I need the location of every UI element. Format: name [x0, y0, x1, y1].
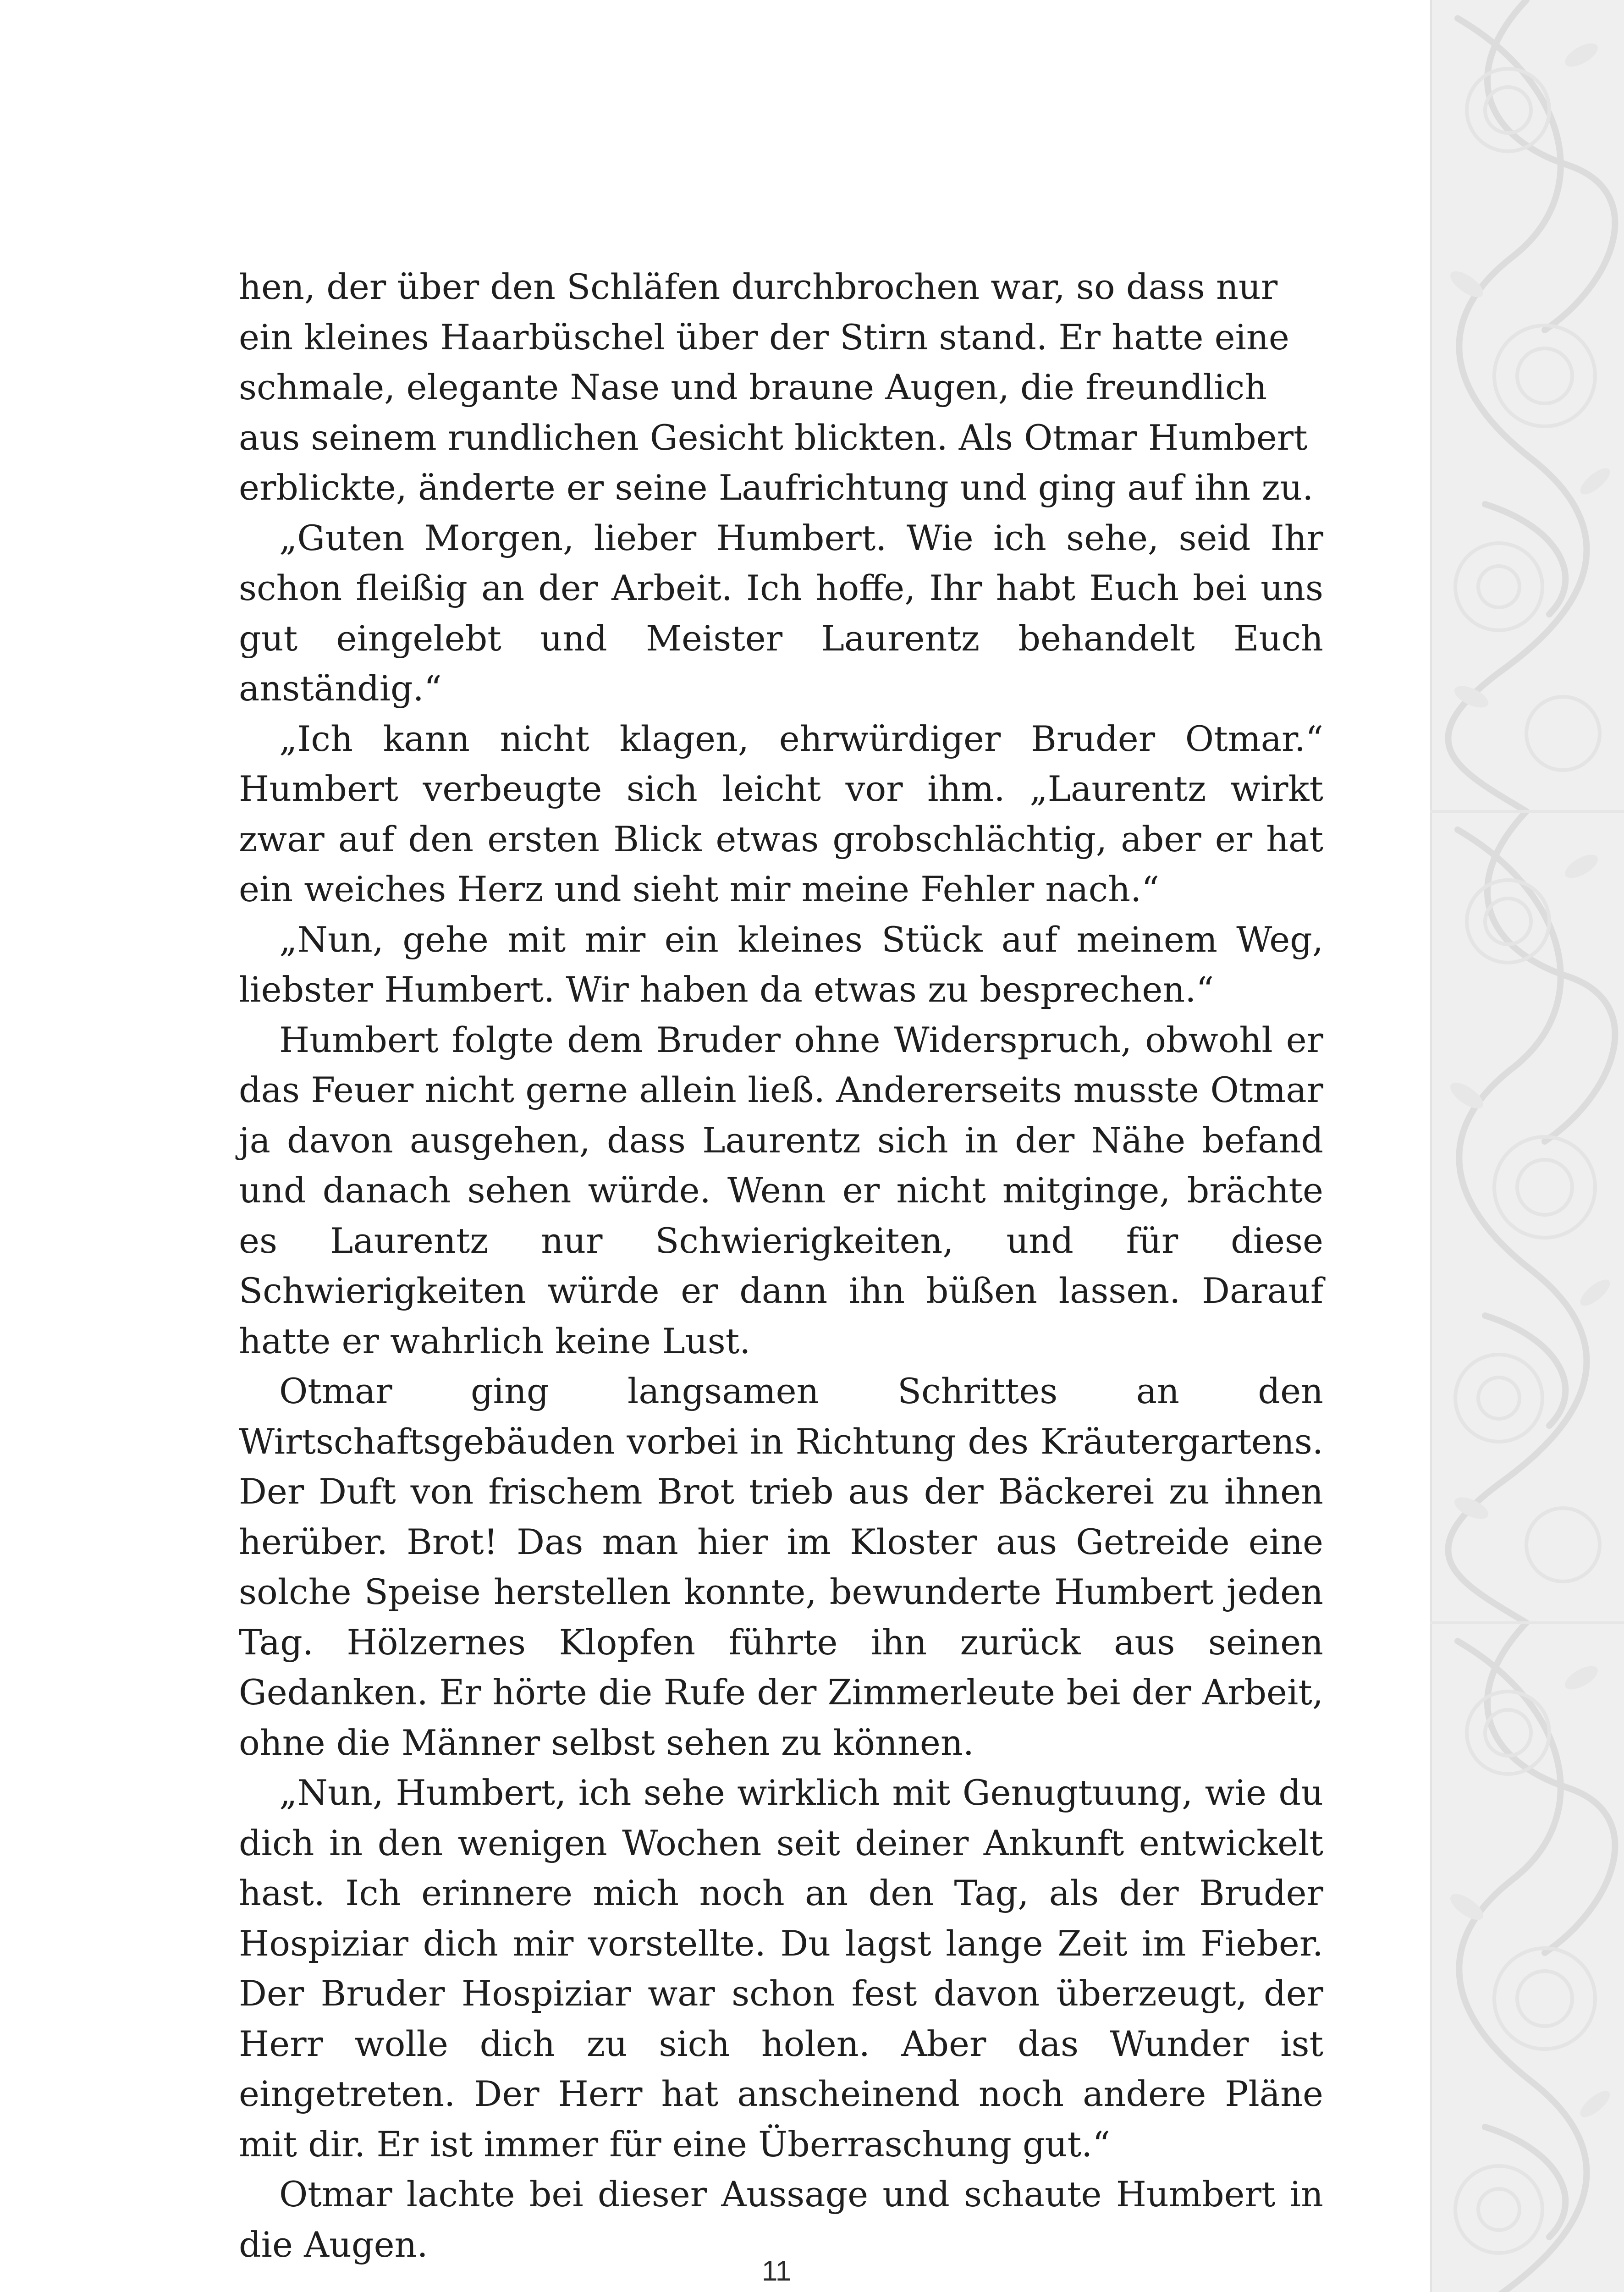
page-number: 11 — [761, 2255, 792, 2287]
paragraph: Otmar ging langsamen Schrittes an den Wirtschaftsgebäuden vorbei in Richtung des Kräutergartens. Der Duft von frischem Brot trieb aus der Bäckerei zu ihnen herüber. Brot! Das man hier im Kloster aus Getreide eine solche Speise herstellen konnte, bewunderte Humbert jeden Tag. Hölzernes Klopfen führte ihn zurück aus seinen Gedanken. Er hörte die Rufe der Zimmerleute bei der Arbeit, ohne die Männer selbst sehen zu können. — [239, 1371, 1323, 1763]
paragraph: „Nun, gehe mit mir ein kleines Stück auf meinem Weg, liebster Humbert. Wir haben da etwas zu besprechen.“ — [239, 919, 1323, 1010]
paragraph: hen, der über den Schläfen durchbrochen war, so dass nur ein kleines Haarbüschel über der Stirn stand. Er hatte eine schmale, elegante Nase und braune Augen, die freundlich aus seinem rundlichen Gesicht blickten. Als Otmar Humbert erblickte, änderte er seine Laufrichtung und ging auf ihn zu. — [239, 266, 1314, 508]
paragraph: Otmar lachte bei dieser Aussage und schaute Humbert in die Augen. — [239, 2174, 1323, 2265]
paragraph: „Guten Morgen, lieber Humbert. Wie ich sehe, seid Ihr schon fleißig an der Arbeit. Ich hoffe, Ihr habt Euch bei uns gut eingelebt und Meister Laurentz behandelt Euch anständig.“ — [239, 517, 1323, 709]
paragraph: Humbert folgte dem Bruder ohne Widerspruch, obwohl er das Feuer nicht gerne allein ließ. Andererseits musste Otmar ja davon ausgehen, dass Laurentz sich in der Nähe befand und danach sehen würde. Wenn er nicht mitginge, brächte es Laurentz nur Schwierigkeiten, und für diese Schwierigkeiten würde er dann ihn büßen lassen. Darauf hatte er wahrlich keine Lust. — [239, 1019, 1323, 1361]
vine-ornament-icon — [1430, 0, 1624, 2292]
paragraph: „Ich kann nicht klagen, ehrwürdiger Bruder Otmar.“ Humbert verbeugte sich leicht vor ihm. „Laurentz wirkt zwar auf den ersten Blick etwas grobschlächtig, aber er hat ein weiches Herz und sieht mir meine Fehler nach.“ — [239, 718, 1323, 909]
ornamental-border — [1430, 0, 1624, 2292]
paragraph: „Nun, Humbert, ich sehe wirklich mit Genugtuung, wie du dich in den wenigen Wochen seit deiner Ankunft entwickelt hast. Ich erinnere mich noch an den Tag, als der Bruder Hospiziar dich mir vorstellte. Du lagst lange Zeit im Fieber. Der Bruder Hospiziar war schon fest davon überzeugt, der Herr wolle dich zu sich holen. Aber das Wunder ist eingetreten. Der Herr hat anscheinend noch andere Pläne mit dir. Er ist immer für eine Überraschung gut.“ — [239, 1772, 1323, 2165]
body-text — [239, 262, 1323, 2270]
